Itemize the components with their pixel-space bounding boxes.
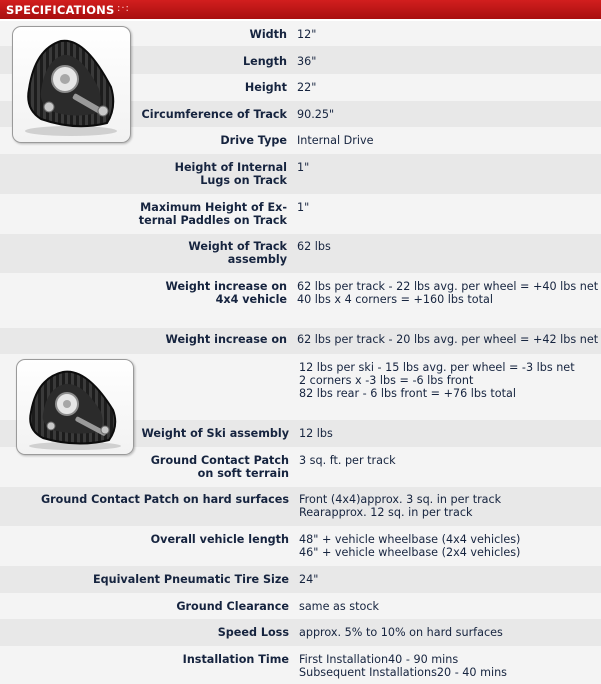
spec-label: Maximum Height of Ex- ternal Paddles on Track [138,201,287,227]
section-header [0,0,601,19]
spec-label: Installation Time [182,653,289,666]
spec-label: Height [244,81,287,94]
spec-value: 62 lbs per track - 20 lbs avg. per wheel = +42 lbs net [297,333,599,346]
spec-label: Height of Internal Lugs on Track [174,161,287,187]
spec-value: Rearapprox. 12 sq. in per track [299,506,473,519]
spec-value: same as stock [299,600,379,613]
spec-value: approx. 5% to 10% on hard surfaces [299,626,503,639]
spec-value: 1" [297,161,310,174]
spec-label: Equivalent Pneumatic Tire Size [92,573,289,586]
track-image-top [12,26,131,143]
spec-value: 2 corners x -3 lbs = -6 lbs front [299,374,474,387]
spec-row [0,646,601,684]
track-assembly-icon [17,360,133,454]
spec-label: Ground Contact Patch on soft terrain [150,454,289,480]
spec-label: Speed Loss [217,626,289,639]
section-title: SPECIFICATIONS [6,3,115,17]
spec-value: 12 lbs per ski - 15 lbs avg. per wheel = -3 lbs net [299,361,575,374]
spec-value: Front (4x4)approx. 3 sq. in per track [299,493,502,506]
spec-value: 90.25" [297,108,335,121]
spec-label: Weight of Track assembly [188,240,287,266]
spec-row [0,328,601,354]
spec-label: Weight increase on [165,333,287,346]
spec-label: Circumference of Track [141,108,287,121]
spec-value: 48" + vehicle wheelbase (4x4 vehicles) [299,533,521,546]
spec-value: 62 lbs per track - 22 lbs avg. per wheel = +40 lbs net [297,280,599,293]
spec-label: Overall vehicle length [150,533,289,546]
spec-value: 82 lbs rear - 6 lbs front = +76 lbs total [299,387,516,400]
spec-label: Ground Clearance [176,600,289,613]
track-image-bottom [16,359,134,455]
spec-value: First Installation40 - 90 mins [299,653,459,666]
spec-value: Internal Drive [297,134,374,147]
spec-value: 40 lbs x 4 corners = +160 lbs total [297,293,493,306]
spec-label: Width [249,28,287,41]
spec-row [0,194,601,234]
spec-label: Drive Type [220,134,287,147]
spec-label: Ground Contact Patch on hard surfaces [40,493,289,506]
spec-value: 62 lbs [297,240,331,253]
spec-value: 12 lbs [299,427,333,440]
spec-value: 12" [297,28,317,41]
spec-value: 24" [299,573,319,586]
spec-row [0,526,601,566]
spec-value: 46" + vehicle wheelbase (2x4 vehicles) [299,546,521,559]
spec-value: 3 sq. ft. per track [299,454,396,467]
spec-row [0,619,601,646]
spec-row [0,593,601,619]
spec-row [0,566,601,593]
track-assembly-icon [13,27,130,142]
spec-value: Subsequent Installations20 - 40 mins [299,666,508,679]
spec-value: 1" [297,201,310,214]
spec-value: 36" [297,55,317,68]
spec-value: 22" [297,81,317,94]
spec-row [0,154,601,194]
spec-row [0,234,601,273]
spec-row [0,273,601,328]
spec-label: Weight of Ski assembly [141,427,289,440]
spec-label: Weight increase on 4x4 vehicle [165,280,287,306]
spec-label: Length [242,55,287,68]
spec-row [0,487,601,526]
header-ornament: :·: [117,3,130,14]
